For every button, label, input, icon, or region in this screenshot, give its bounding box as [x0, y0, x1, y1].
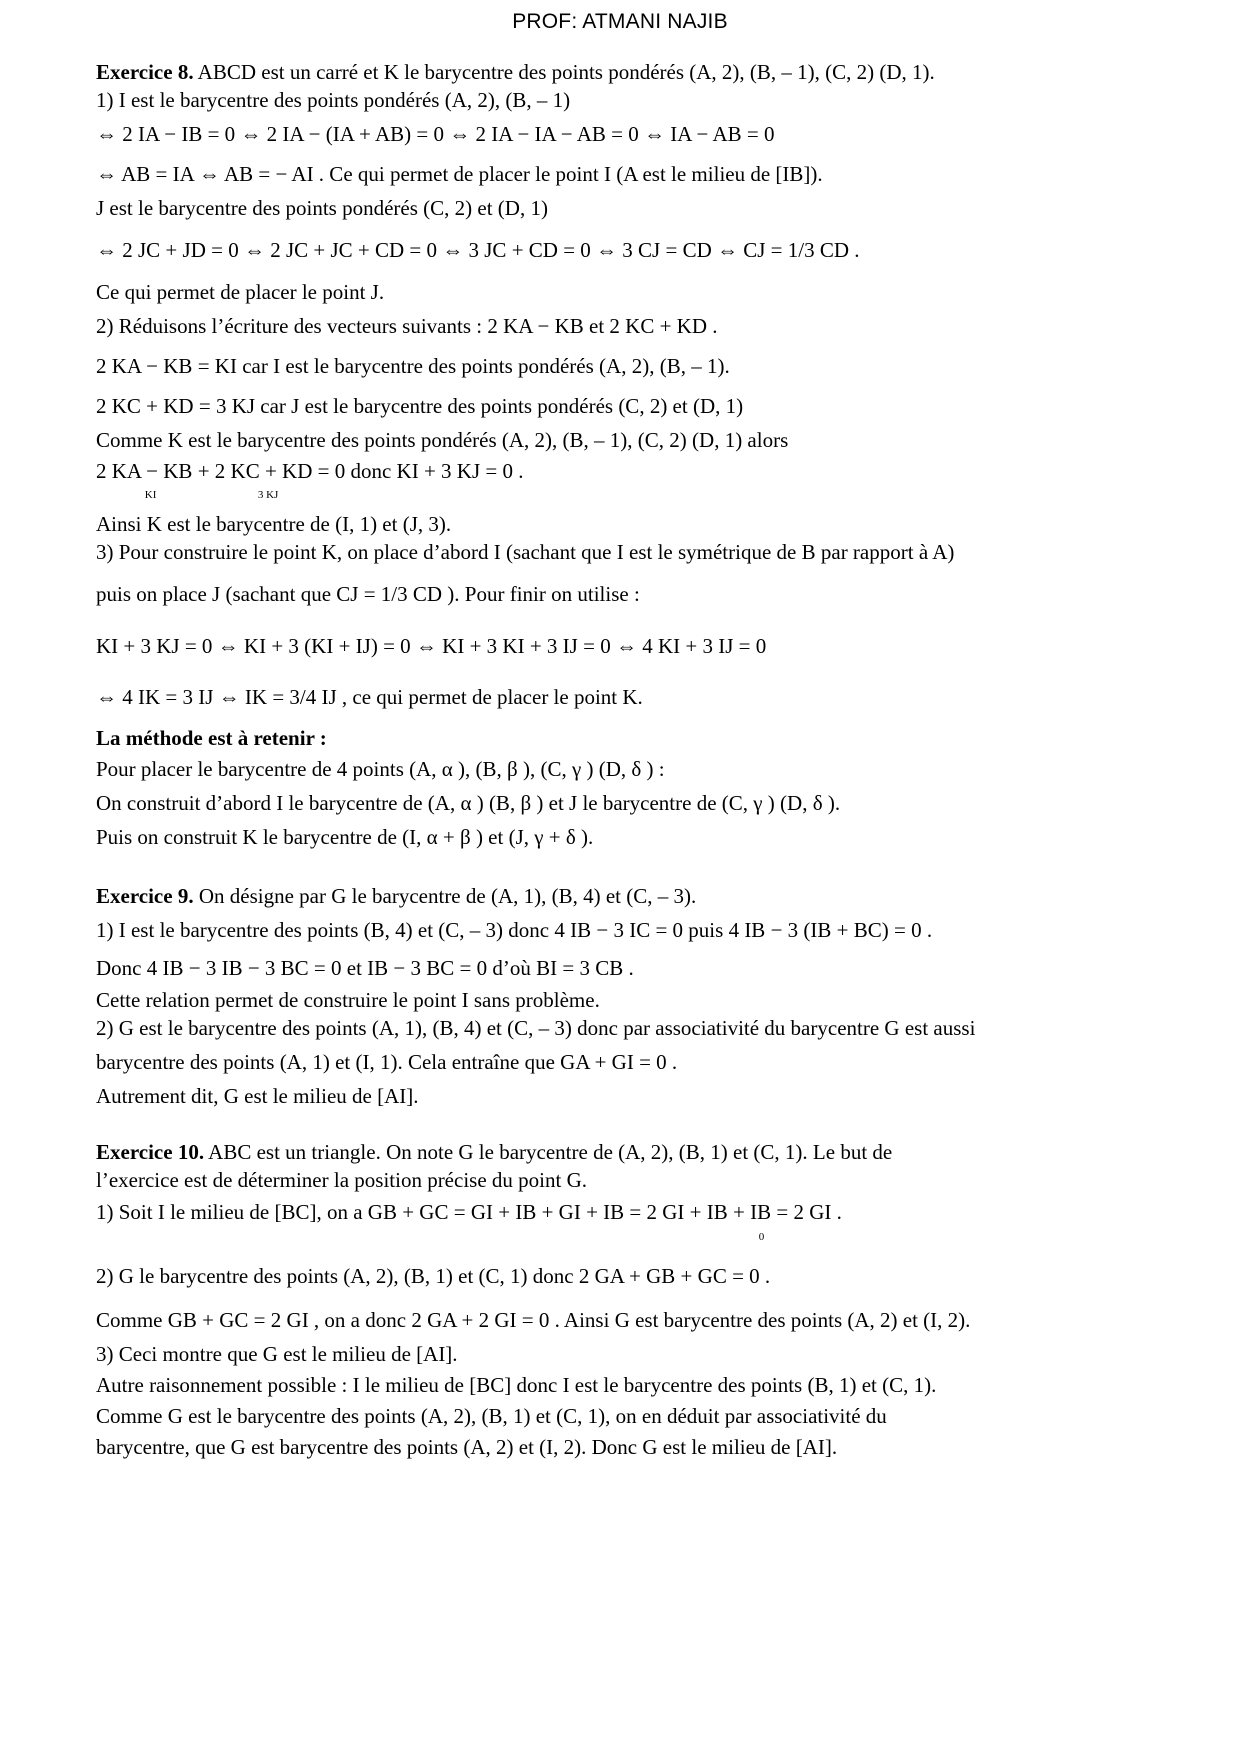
- ex9-p1: 1) I est le barycentre des points (B, 4) et (C, – 3) donc 4 IB − 3 IC = 0 puis 4 IB − 3 (IB + BC) = 0 .: [96, 918, 933, 942]
- ex10-p4: Comme GB + GC = 2 GI , on a donc 2 GA + 2 GI = 0 . Ainsi G est barycentre des points (A, 2) et (I, 2).: [96, 1308, 971, 1332]
- ex8-p2: J est le barycentre des points pondérés (C, 2) et (D, 1): [96, 196, 548, 220]
- ex10-p2: 1) Soit I le milieu de [BC], on a GB + GC = GI + IB + GI + IB = 2 GI + IB + IB = 2 GI .: [96, 1200, 842, 1224]
- ex8-p4: 2) Réduisons l’écriture des vecteurs suivants : 2 KA − KB et 2 KC + KD .: [96, 314, 718, 338]
- page-header: PROF: ATMANI NAJIB: [512, 10, 728, 33]
- ex9-p6: Autrement dit, G est le milieu de [AI].: [96, 1084, 419, 1108]
- ex8-eq4-label-3kj: 3 KJ: [257, 489, 279, 501]
- ex10-p6: Autre raisonnement possible : I le milieu de [BC] donc I est le barycentre des points (B, 1) et (C, 1).: [96, 1373, 937, 1397]
- ex8-eq6: ⇔ 4 IK = 3 IJ ⇔ IK = 3/4 IJ , ce qui permet de placer le point K.: [96, 685, 643, 709]
- ex9-intro: On désigne par G le barycentre de (A, 1), (B, 4) et (C, – 3).: [198, 884, 697, 908]
- ex8-intro: ABCD est un carré et K le barycentre des points pondérés (A, 2), (B, – 1), (C, 2) (D, 1).: [197, 60, 935, 84]
- ex10-intro: ABC est un triangle. On note G le barycentre de (A, 2), (B, 1) et (C, 1). Le but de: [208, 1140, 893, 1164]
- ex8-p7: Comme K est le barycentre des points pondérés (A, 2), (B, – 1), (C, 2) (D, 1) alors: [96, 428, 789, 452]
- ex8-p6: 2 KC + KD = 3 KJ car J est le barycentre des points pondérés (C, 2) et (D, 1): [96, 394, 744, 418]
- ex8-eq1: ⇔ 2 IA − IB = 0 ⇔ 2 IA − (IA + AB) = 0 ⇔ 2 IA − IA − AB = 0 ⇔ IA − AB = 0: [96, 122, 775, 146]
- method-line-1: Pour placer le barycentre de 4 points (A, α ), (B, β ), (C, γ ) (D, δ ) :: [96, 757, 665, 781]
- ex9-p4: 2) G est le barycentre des points (A, 1), (B, 4) et (C, – 3) donc par associativité du barycentre G est aussi: [96, 1016, 976, 1040]
- ex8-eq3: ⇔ 2 JC + JD = 0 ⇔ 2 JC + JC + CD = 0 ⇔ 3 JC + CD = 0 ⇔ 3 CJ = CD ⇔ CJ = 1/3 CD .: [96, 238, 860, 262]
- ex9-heading: [96, 882, 1166, 910]
- ex9-p5: barycentre des points (A, 1) et (I, 1). Cela entraîne que GA + GI = 0 .: [96, 1050, 678, 1074]
- ex9-p2: Donc 4 IB − 3 IB − 3 BC = 0 et IB − 3 BC = 0 d’où BI = 3 CB .: [96, 956, 634, 980]
- ex8-p8: Ainsi K est le barycentre de (I, 1) et (J, 3).: [96, 512, 452, 536]
- ex10-p3: 2) G le barycentre des points (A, 2), (B, 1) et (C, 1) donc 2 GA + GB + GC = 0 .: [96, 1264, 771, 1288]
- ex8-heading: [96, 58, 1166, 86]
- ex10-heading: [96, 1138, 1166, 1166]
- document-body: [96, 58, 1166, 1464]
- ex8-title: Exercice 8.: [96, 60, 194, 84]
- ex9-title: Exercice 9.: [96, 884, 194, 908]
- ex8-eq2: ⇔ AB = IA ⇔ AB = − AI . Ce qui permet de placer le point I (A est le milieu de [IB]).: [96, 162, 823, 186]
- ex10-p1: l’exercice est de déterminer la position précise du point G.: [96, 1168, 587, 1192]
- ex10-p2-brace-label: [96, 1230, 1166, 1252]
- ex10-p7: Comme G est le barycentre des points (A, 2), (B, 1) et (C, 1), on en déduit par associativité du: [96, 1404, 887, 1428]
- ex8-eq4-label-ki: KI: [144, 489, 157, 501]
- ex10-p2-label-zero: 0: [758, 1231, 765, 1243]
- ex8-p5: 2 KA − KB = KI car I est le barycentre des points pondérés (A, 2), (B, – 1).: [96, 354, 730, 378]
- ex8-p9: 3) Pour construire le point K, on place d’abord I (sachant que I est le symétrique de B par rapport à A): [96, 540, 955, 564]
- ex8-eq4-brace-labels: [96, 488, 1166, 510]
- method-title: La méthode est à retenir :: [96, 726, 327, 750]
- ex8-p1: 1) I est le barycentre des points pondérés (A, 2), (B, – 1): [96, 88, 571, 112]
- method-line-2: On construit d’abord I le barycentre de (A, α ) (B, β ) et J le barycentre de (C, γ ) (D, δ ).: [96, 791, 841, 815]
- ex8-eq4: [96, 454, 1166, 488]
- ex8-p3: Ce qui permet de placer le point J.: [96, 280, 385, 304]
- method-line-3: Puis on construit K le barycentre de (I, α + β ) et (J, γ + δ ).: [96, 825, 594, 849]
- ex8-eq5: KI + 3 KJ = 0 ⇔ KI + 3 (KI + IJ) = 0 ⇔ KI + 3 KI + 3 IJ = 0 ⇔ 4 KI + 3 IJ = 0: [96, 634, 767, 658]
- ex9-p3: Cette relation permet de construire le point I sans problème.: [96, 988, 600, 1012]
- ex10-title: Exercice 10.: [96, 1140, 205, 1164]
- ex10-p8: barycentre, que G est barycentre des points (A, 2) et (I, 2). Donc G est le milieu de [AI].: [96, 1435, 838, 1459]
- ex8-p10: puis on place J (sachant que CJ = 1/3 CD ). Pour finir on utilise :: [96, 582, 640, 606]
- ex10-p5: 3) Ceci montre que G est le milieu de [AI].: [96, 1342, 458, 1366]
- ex8-eq4-text: 2 KA − KB + 2 KC + KD = 0 donc KI + 3 KJ = 0 .: [96, 459, 524, 483]
